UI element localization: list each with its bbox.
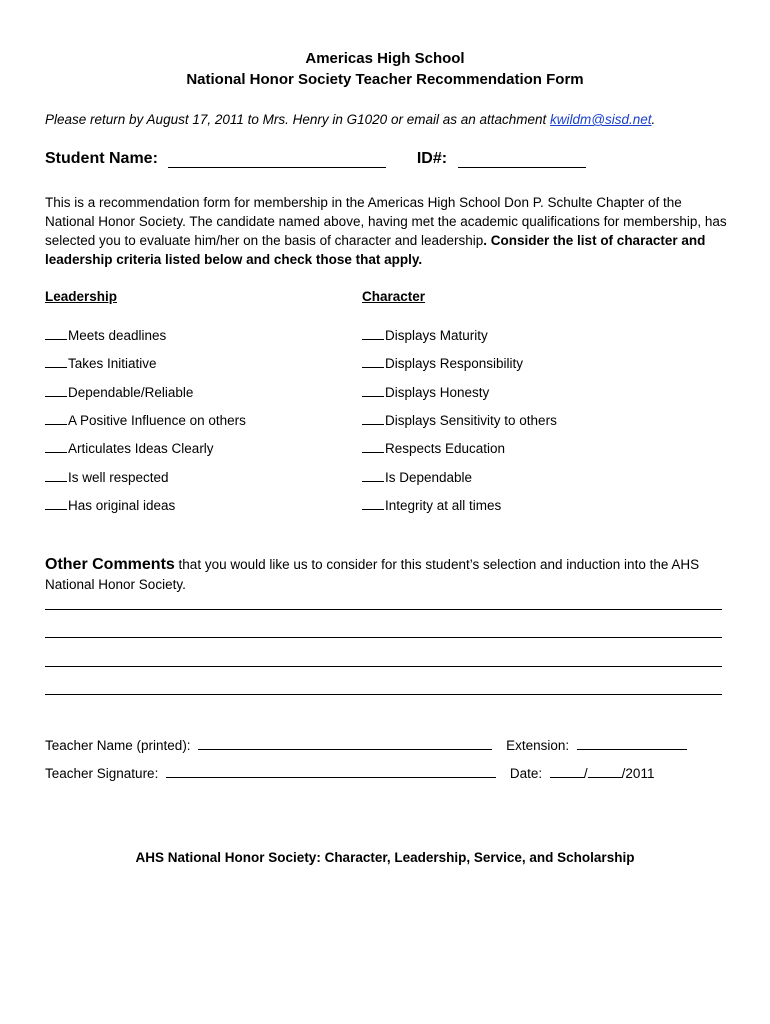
student-info-row bbox=[45, 150, 586, 168]
checkbox-blank[interactable] bbox=[362, 355, 384, 368]
checkbox-blank[interactable] bbox=[362, 384, 384, 397]
checkbox-blank[interactable] bbox=[362, 412, 384, 425]
date-label: Date: bbox=[509, 766, 543, 781]
checkbox-blank[interactable] bbox=[45, 469, 67, 482]
checkbox-blank[interactable] bbox=[45, 327, 67, 340]
leadership-item-label: Has original ideas bbox=[68, 498, 176, 513]
leadership-item[interactable] bbox=[45, 440, 214, 456]
character-item[interactable] bbox=[362, 327, 488, 343]
checkbox-blank[interactable] bbox=[362, 440, 384, 453]
teacher-name-row bbox=[45, 737, 687, 753]
return-instructions bbox=[45, 112, 655, 127]
character-item-label: Displays Responsibility bbox=[385, 356, 524, 371]
date-day-field[interactable] bbox=[588, 765, 622, 778]
comment-line[interactable] bbox=[45, 694, 722, 695]
teacher-signature-row bbox=[45, 765, 654, 781]
leadership-item[interactable] bbox=[45, 412, 246, 428]
checkbox-blank[interactable] bbox=[362, 327, 384, 340]
leadership-item-label: Is well respected bbox=[68, 470, 169, 485]
leadership-item[interactable] bbox=[45, 384, 193, 400]
student-name-field[interactable] bbox=[168, 151, 386, 168]
student-name-label: Student Name: bbox=[45, 150, 158, 167]
return-suffix: . bbox=[651, 112, 656, 127]
leadership-heading: Leadership bbox=[45, 289, 118, 304]
extension-field[interactable] bbox=[577, 737, 687, 750]
comment-line[interactable] bbox=[45, 666, 722, 667]
leadership-item-label: A Positive Influence on others bbox=[68, 413, 246, 428]
character-item[interactable] bbox=[362, 412, 557, 428]
character-item-label: Displays Maturity bbox=[385, 328, 488, 343]
character-item-label: Respects Education bbox=[385, 441, 506, 456]
character-item-label: Integrity at all times bbox=[385, 498, 502, 513]
character-item[interactable] bbox=[362, 355, 523, 371]
leadership-item[interactable] bbox=[45, 355, 157, 371]
other-comments-prompt bbox=[45, 555, 735, 595]
checkbox-blank[interactable] bbox=[45, 355, 67, 368]
teacher-signature-label: Teacher Signature: bbox=[45, 766, 159, 781]
teacher-name-field[interactable] bbox=[198, 737, 492, 750]
checkbox-blank[interactable] bbox=[362, 469, 384, 482]
character-item[interactable] bbox=[362, 440, 505, 456]
other-comments-text: that you would like us to consider for this student’s selection and induction into the AHS National Honor Society. bbox=[45, 557, 700, 592]
intro-period: . bbox=[483, 233, 488, 248]
leadership-item-label: Takes Initiative bbox=[68, 356, 157, 371]
comment-line[interactable] bbox=[45, 609, 722, 610]
intro-text: This is a recommendation form for membership in the Americas High School Don P. Schulte Chapter of the National Honor Society. The candidate named above, having met the academic qualifications for membership, has selected you to evaluate him/her on the basis of character and leadership bbox=[45, 195, 727, 248]
character-item[interactable] bbox=[362, 469, 472, 485]
leadership-item-label: Meets deadlines bbox=[68, 328, 167, 343]
form-title: National Honor Society Teacher Recommendation Form bbox=[186, 71, 584, 88]
intro-bold-text: Consider the list of character and leadership criteria listed below and check those that apply. bbox=[45, 233, 706, 267]
leadership-item[interactable] bbox=[45, 327, 166, 343]
leadership-item[interactable] bbox=[45, 469, 169, 485]
checkbox-blank[interactable] bbox=[45, 412, 67, 425]
checkbox-blank[interactable] bbox=[362, 497, 384, 510]
date-separator: / bbox=[583, 766, 588, 781]
character-heading: Character bbox=[362, 289, 426, 304]
date-year: /2011 bbox=[621, 766, 655, 781]
checkbox-blank[interactable] bbox=[45, 384, 67, 397]
date-month-field[interactable] bbox=[550, 765, 584, 778]
intro-paragraph bbox=[45, 193, 735, 269]
character-item[interactable] bbox=[362, 497, 501, 513]
leadership-item-label: Dependable/Reliable bbox=[68, 385, 194, 400]
character-item-label: Displays Honesty bbox=[385, 385, 490, 400]
leadership-item[interactable] bbox=[45, 497, 175, 513]
student-id-label: ID#: bbox=[416, 150, 448, 167]
return-text: Please return by August 17, 2011 to Mrs. Henry in G1020 or email as an attachment bbox=[45, 112, 551, 127]
other-comments-heading: Other Comments bbox=[45, 556, 175, 573]
character-item[interactable] bbox=[362, 384, 489, 400]
extension-label: Extension: bbox=[506, 738, 570, 753]
footer-motto: AHS National Honor Society: Character, Leadership, Service, and Scholarship bbox=[135, 850, 635, 865]
teacher-signature-field[interactable] bbox=[166, 765, 496, 778]
teacher-name-label: Teacher Name (printed): bbox=[45, 738, 191, 753]
email-link[interactable]: kwildm@sisd.net bbox=[550, 112, 652, 127]
leadership-item-label: Articulates Ideas Clearly bbox=[68, 441, 214, 456]
checkbox-blank[interactable] bbox=[45, 440, 67, 453]
student-id-field[interactable] bbox=[458, 151, 586, 168]
comment-line[interactable] bbox=[45, 637, 722, 638]
school-title: Americas High School bbox=[305, 50, 465, 67]
character-item-label: Is Dependable bbox=[385, 470, 473, 485]
character-item-label: Displays Sensitivity to others bbox=[385, 413, 557, 428]
checkbox-blank[interactable] bbox=[45, 497, 67, 510]
